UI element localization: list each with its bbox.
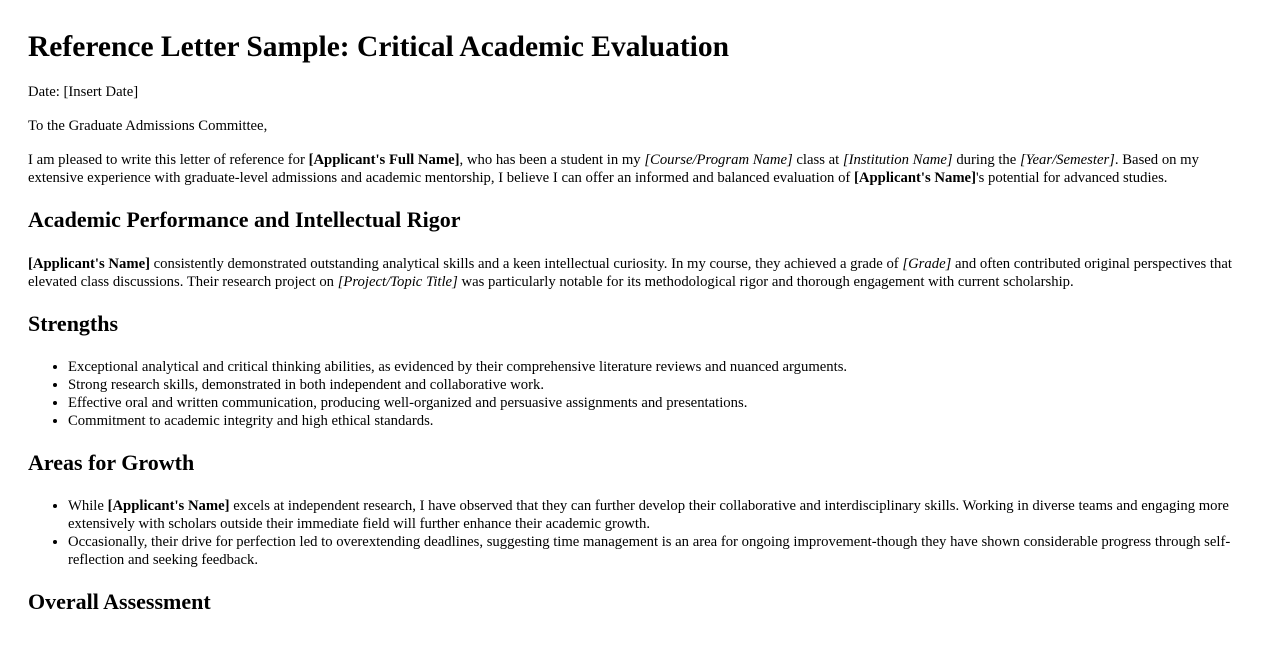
- intro-text-2: , who has been a student in my: [459, 152, 645, 168]
- grade: [Grade]: [902, 256, 952, 272]
- growth-heading: Areas for Growth: [28, 450, 195, 475]
- performance-text-1: consistently demonstrated outstanding analytical skills and a keen intellectual curiosity. In my course, they achieved a grade of: [149, 256, 903, 272]
- intro-text-4: during the: [952, 152, 1020, 168]
- growth-text-2: excels at independent research, I have observed that they can further develop their collaborative and interdisciplinary skills. Working in diverse teams and engaging more extensively with scholars outside their immediate field will further enhance their academic growth.: [68, 498, 1229, 532]
- letter-content: [28, 0, 1256, 615]
- strengths-heading: Strengths: [28, 311, 119, 336]
- list-item: [68, 497, 1256, 533]
- performance-text-3: was particularly notable for its methodological rigor and thorough engagement with current scholarship.: [457, 274, 1074, 290]
- applicant-full-name: [Applicant's Full Name]: [308, 152, 460, 168]
- overall-heading: Overall Assessment: [28, 589, 211, 614]
- intro-paragraph: [28, 151, 1256, 187]
- list-item: • Commitment to academic integrity and high ethical standards.: [68, 412, 1256, 430]
- performance-text-2: and often contributed original perspectives that elevated class discussions. Their research project on: [28, 256, 1232, 290]
- growth-text-1: While: [68, 498, 108, 514]
- applicant-name: [Applicant's Name]: [107, 498, 230, 514]
- growth-list: [28, 497, 1256, 569]
- list-item: • Occasionally, their drive for perfection led to overextending deadlines, suggesting time management is an area for ongoing improvement-though they have shown considerable progress through self-reflection and seeking feedback.: [68, 533, 1256, 569]
- intro-text-3: class at: [792, 152, 843, 168]
- performance-heading: Academic Performance and Intellectual Rigor: [28, 207, 461, 232]
- intro-text-1: I am pleased to write this letter of reference for: [28, 152, 309, 168]
- performance-paragraph: [28, 255, 1256, 291]
- applicant-name: [Applicant's Name]: [853, 170, 976, 186]
- salutation: To the Graduate Admissions Committee,: [28, 118, 268, 134]
- list-item: • Effective oral and written communication, producing well-organized and persuasive assignments and presentations.: [68, 394, 1256, 412]
- project-title: [Project/Topic Title]: [337, 274, 458, 290]
- list-item: • Strong research skills, demonstrated in both independent and collaborative work.: [68, 376, 1256, 394]
- page-title: Reference Letter Sample: Critical Academic Evaluation: [28, 31, 729, 63]
- list-item: • Exceptional analytical and critical thinking abilities, as evidenced by their comprehensive literature reviews and nuanced arguments.: [68, 358, 1256, 376]
- course-name: [Course/Program Name]: [644, 152, 793, 168]
- intro-text-6: 's potential for advanced studies.: [975, 170, 1168, 186]
- intro-text-5: . Based on my extensive experience with graduate-level admissions and academic mentorship, I believe I can offer an informed and balanced evaluation of: [28, 152, 1199, 186]
- date-line: Date: [Insert Date]: [28, 84, 139, 100]
- strengths-list: [28, 358, 1256, 430]
- applicant-name: [Applicant's Name]: [28, 256, 150, 272]
- institution-name: [Institution Name]: [842, 152, 953, 168]
- year-semester: [Year/Semester]: [1019, 152, 1115, 168]
